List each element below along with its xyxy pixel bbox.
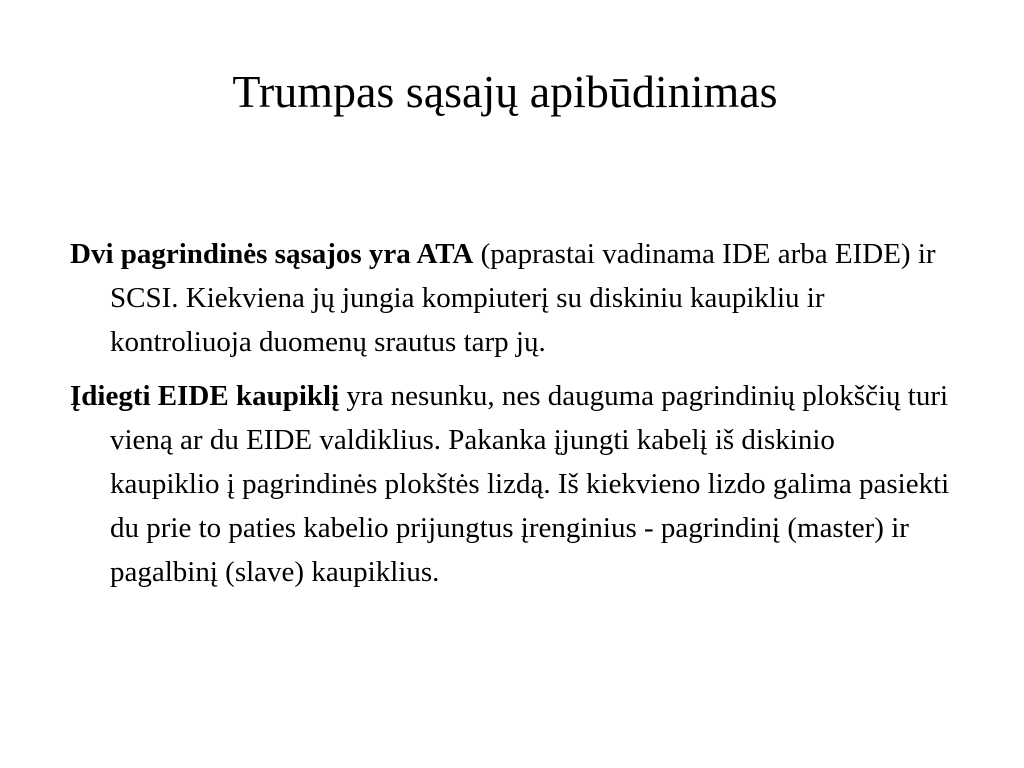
slide-title: Trumpas sąsajų apibūdinimas <box>232 66 778 117</box>
paragraph-text: (paprastai vadinama IDE arba EIDE) ir SCSI. Kiekviena jų jungia kompiuterį su diskiniu kaupikliu ir kontroliuoja duomenų srautus tarp jų. <box>110 238 936 358</box>
slide-body <box>70 232 950 604</box>
paragraph-eide-install <box>70 374 950 594</box>
paragraph-ata-scsi <box>70 232 950 364</box>
paragraph-lead: Įdiegti EIDE kaupiklį <box>70 380 340 412</box>
paragraph-text: yra nesunku, nes dauguma pagrindinių plokščių turi vieną ar du EIDE valdiklius. Pakanka įjungti kabelį iš diskinio kaupiklio į pagrindinės plokštės lizdą. Iš kiekvieno lizdo galima pasiekti du prie to paties kabelio prijungtus įrenginius - pagrindinį (master) ir pagalbinį (slave) kaupiklius. <box>110 380 950 588</box>
paragraph-lead: Dvi pagrindinės sąsajos yra ATA <box>70 238 474 270</box>
